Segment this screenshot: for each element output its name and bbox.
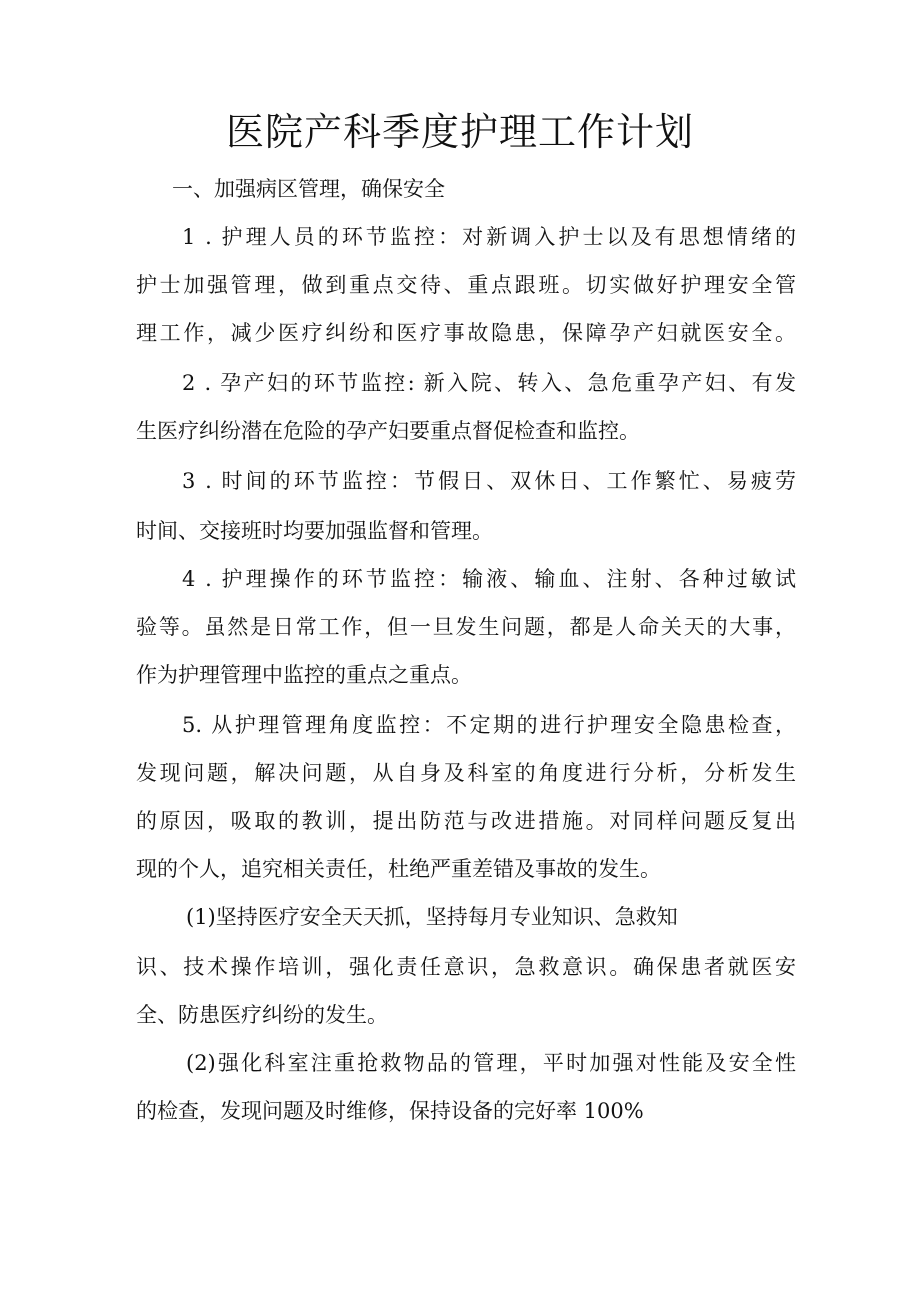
paragraph-line: 2 . 孕产妇的环节监控: 新入院、转入、急危重孕产妇、有发 — [182, 371, 796, 395]
paragraph-line: 验等。虽然是日常工作，但一旦发生问题，都是人命关天的大事， — [136, 615, 796, 639]
section-heading: 一、加强病区管理，确保安全 — [172, 177, 445, 201]
paragraph-line: 生医疗纠纷潜在危险的孕产妇要重点督促检查和监控。 — [136, 419, 640, 443]
paragraph-line: (1)坚持医疗安全天天抓，坚持每月专业知识、急救知 — [186, 905, 678, 929]
paragraph-line: 4 . 护理操作的环节监控：输液、输血、注射、各种过敏试 — [182, 567, 796, 591]
paragraph-line: 5. 从护理管理角度监控：不定期的进行护理安全隐患检查， — [182, 713, 796, 737]
paragraph-line: 时间、交接班时均要加强监督和管理。 — [136, 519, 493, 543]
paragraph-line: 的原因，吸取的教训，提出防范与改进措施。对同样问题反复出 — [136, 809, 796, 833]
paragraph-line: 理工作，减少医疗纠纷和医疗事故隐患，保障孕产妇就医安全。 — [136, 321, 796, 345]
paragraph-line: 1 . 护理人员的环节监控：对新调入护士以及有思想情绪的 — [182, 225, 796, 249]
paragraph-line: 的检查，发现问题及时维修，保持设备的完好率 100% — [136, 1099, 644, 1123]
paragraph-line: 发现问题，解决问题，从自身及科室的角度进行分析，分析发生 — [136, 761, 796, 785]
paragraph-line: 护士加强管理，做到重点交待、重点跟班。切实做好护理安全管 — [136, 273, 796, 297]
paragraph-line: 识、技术操作培训，强化责任意识，急救意识。确保患者就医安 — [136, 955, 796, 979]
paragraph-line: (2)强化科室注重抢救物品的管理，平时加强对性能及安全性 — [186, 1051, 796, 1075]
paragraph-line: 3 . 时间的环节监控：节假日、双休日、工作繁忙、易疲劳 — [182, 469, 796, 493]
paragraph-line: 作为护理管理中监控的重点之重点。 — [136, 663, 472, 687]
paragraph-line: 全、防患医疗纠纷的发生。 — [136, 1003, 388, 1027]
document-title: 医院产科季度护理工作计划 — [225, 110, 694, 154]
paragraph-line: 现的个人，追究相关责任，杜绝严重差错及事故的发生。 — [136, 857, 661, 881]
